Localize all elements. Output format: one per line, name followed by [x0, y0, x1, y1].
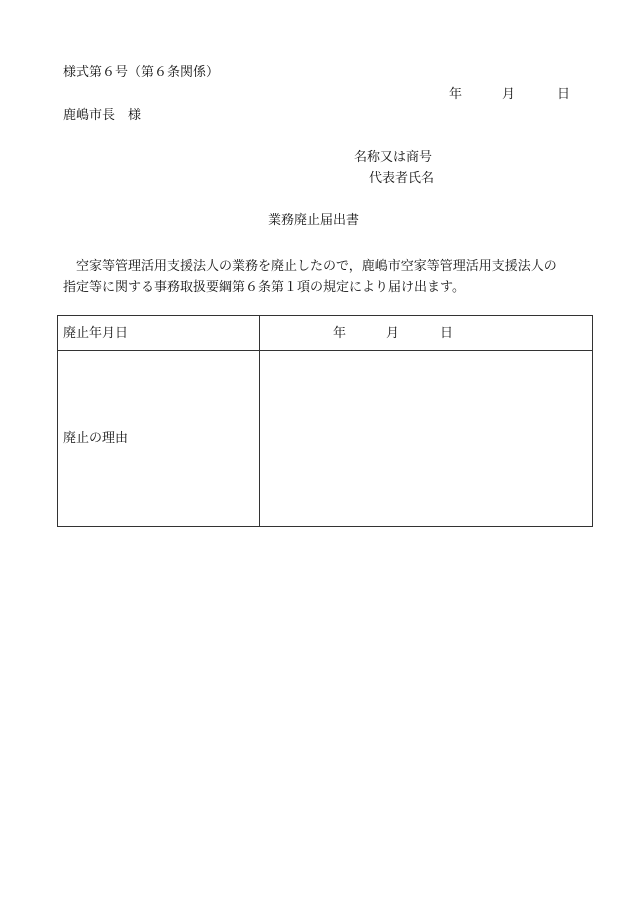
- date-month-label: 月: [502, 87, 516, 102]
- abolition-date-month[interactable]: 月: [386, 326, 400, 341]
- abolition-reason-field[interactable]: [260, 351, 592, 526]
- date-day-label: 日: [557, 87, 571, 102]
- notification-table: [57, 315, 593, 527]
- applicant-name-label: 名称又は商号: [354, 150, 433, 165]
- document-title: 業務廃止届出書: [268, 213, 360, 228]
- abolition-reason-label: 廃止の理由: [63, 431, 129, 446]
- date-year-label: 年: [449, 87, 463, 102]
- body-line-2: 指定等に関する事務取扱要綱第６条第１項の規定により届け出ます。: [63, 280, 465, 295]
- body-line-1: 空家等管理活用支援法人の業務を廃止したので，鹿嶋市空家等管理活用支援法人の: [76, 259, 557, 274]
- abolition-date-day[interactable]: 日: [440, 326, 454, 341]
- abolition-date-label: 廃止年月日: [63, 326, 129, 341]
- body-text: [63, 256, 583, 298]
- addressee: 鹿嶋市長 様: [63, 108, 142, 123]
- form-number: 様式第６号（第６条関係）: [63, 65, 220, 80]
- abolition-date-year[interactable]: 年: [333, 326, 347, 341]
- applicant-representative-label: 代表者氏名: [369, 171, 435, 186]
